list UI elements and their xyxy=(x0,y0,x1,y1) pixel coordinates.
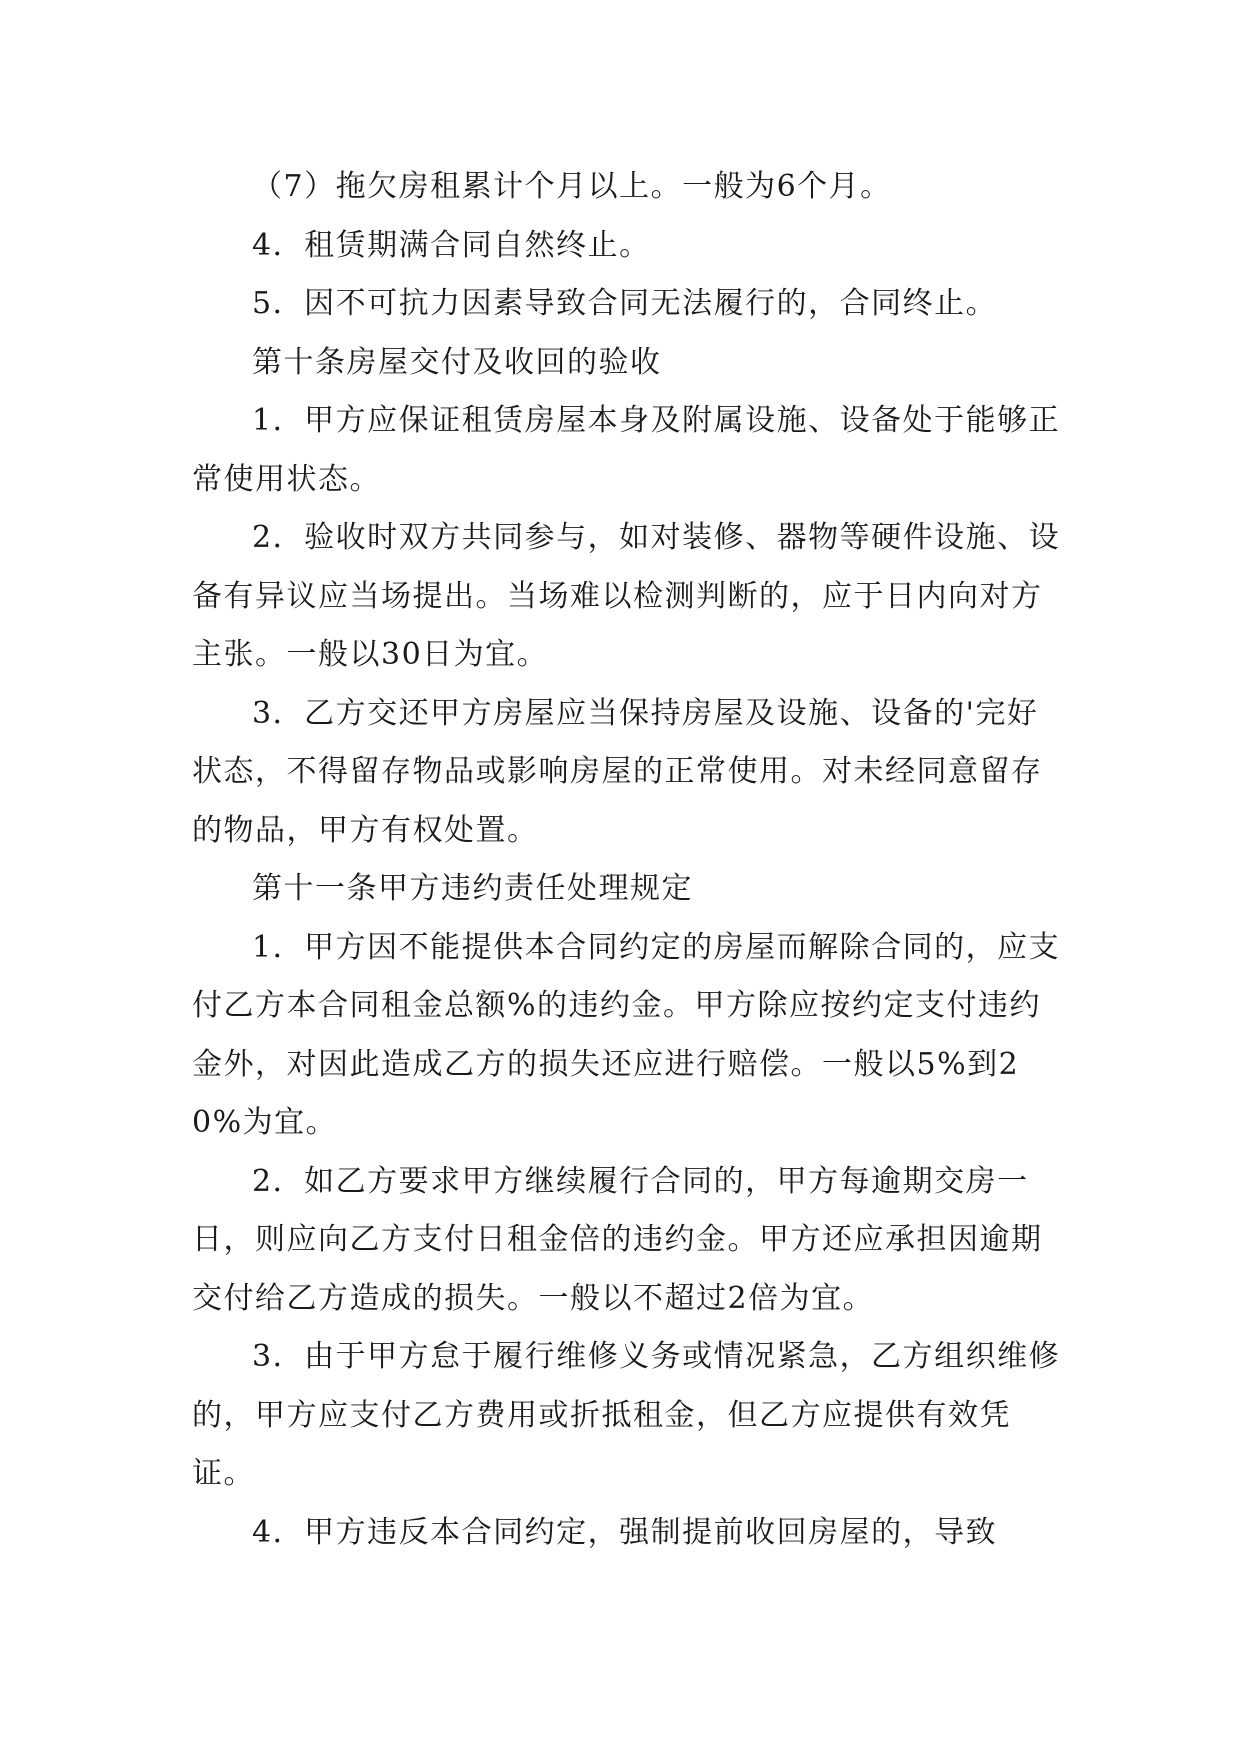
document-body xyxy=(192,158,1062,1562)
paragraph-arrears-clause: （7）拖欠房租累计个月以上。一般为6个月。 xyxy=(252,169,892,204)
section-heading-article-11: 第十一条甲方违约责任处理规定 xyxy=(252,871,693,906)
paragraph-article-11-item-3: 3．由于甲方怠于履行维修义务或情况紧急，乙方组织维修的，甲方应支付乙方费用或折抵租金，但乙方应提供有效凭证。 xyxy=(192,1339,1061,1491)
paragraph-article-10-item-2: 2．验收时双方共同参与，如对装修、器物等硬件设施、设备有异议应当场提出。当场难以检测判断的，应于日内向对方主张。一般以30日为宜。 xyxy=(192,520,1061,672)
section-heading-article-10: 第十条房屋交付及收回的验收 xyxy=(252,344,662,380)
paragraph-article-11-item-1: 1．甲方因不能提供本合同约定的房屋而解除合同的，应支付乙方本合同租金总额%的违约金。甲方除应按约定支付违约金外，对因此造成乙方的损失还应进行赔偿。一般以5%到20%为宜。 xyxy=(192,929,1061,1140)
paragraph-article-11-item-2: 2．如乙方要求甲方继续履行合同的，甲方每逾期交房一日，则应向乙方支付日租金倍的违约金。甲方还应承担因逾期交付给乙方造成的损失。一般以不超过2倍为宜。 xyxy=(192,1163,1043,1316)
paragraph-article-11-item-4: 4．甲方违反本合同约定，强制提前收回房屋的，导致 xyxy=(252,1514,998,1550)
paragraph-article-10-item-3: 3．乙方交还甲方房屋应当保持房屋及设施、设备的'完好状态，不得留存物品或影响房屋的正常使用。对未经同意留存的物品，甲方有权处置。 xyxy=(192,695,1043,848)
paragraph-force-majeure: 5．因不可抗力因素导致合同无法履行的，合同终止。 xyxy=(252,286,998,321)
paragraph-article-10-item-1: 1．甲方应保证租赁房屋本身及附属设施、设备处于能够正常使用状态。 xyxy=(192,403,1061,497)
paragraph-lease-expiry: 4．租赁期满合同自然终止。 xyxy=(252,227,651,263)
